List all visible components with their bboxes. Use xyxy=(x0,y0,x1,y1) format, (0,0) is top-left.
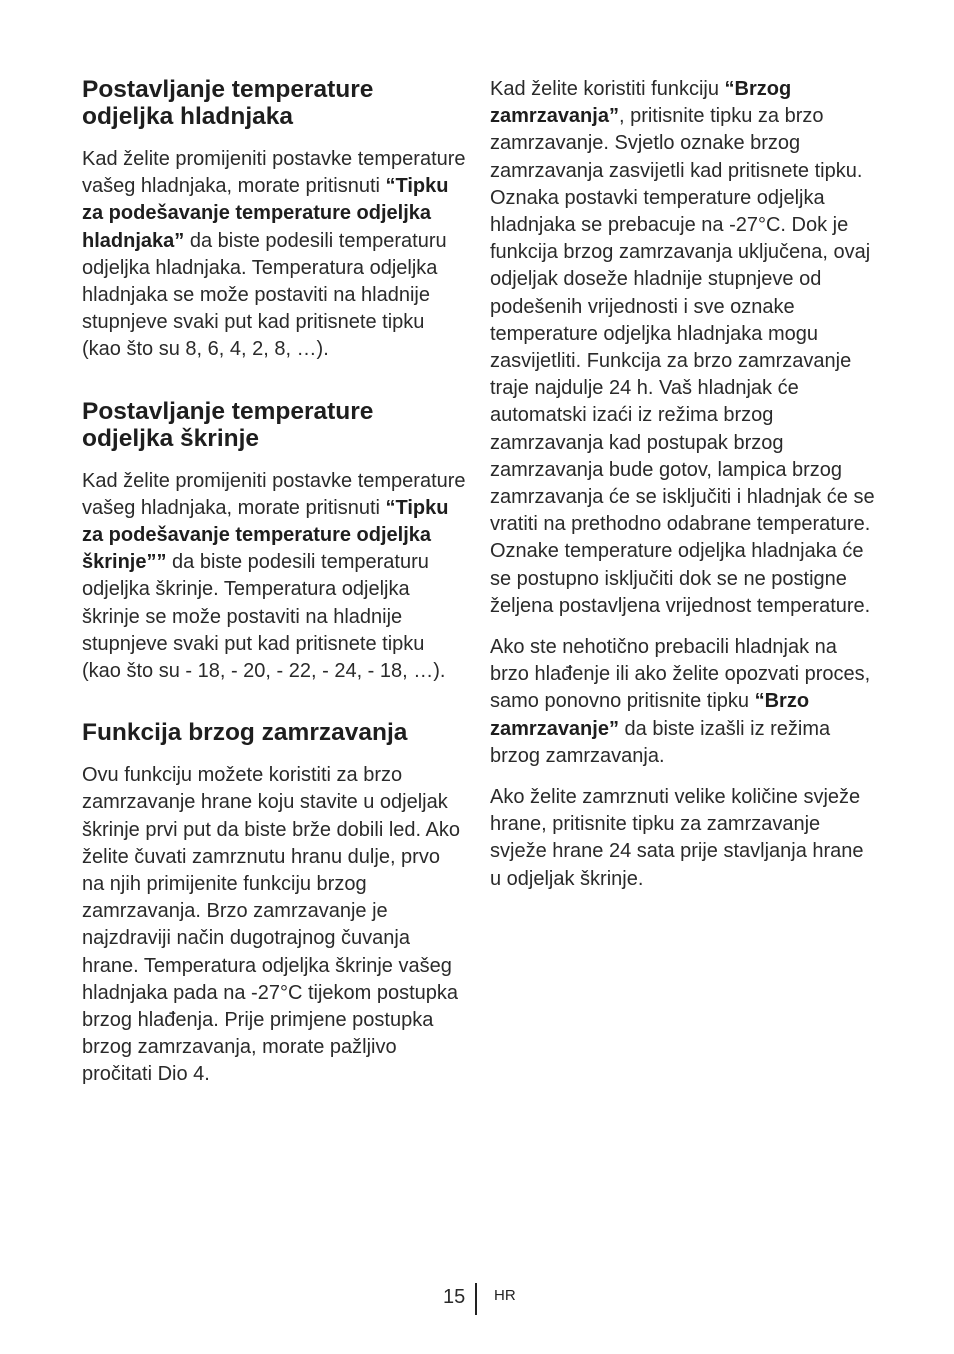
footer-divider xyxy=(475,1283,477,1315)
language-code: HR xyxy=(494,1287,516,1304)
text-run: Kad želite promijeniti postavke temperature vašeg hladnjaka, morate pritisnuti xyxy=(82,469,466,519)
section-fridge-temperature xyxy=(82,76,467,364)
text-run: Kad želite koristiti funkciju xyxy=(490,78,725,100)
bold-button-name: “Brzog zamrzavanja” xyxy=(490,78,792,128)
section-paragraph: Ovu funkciju možete koristiti za brzo zamrzavanje hrane koju stavite u odjeljak škrinje prvi put da biste brže dobili led. Ako želite čuvati zamrznutu hranu dulje, prvo na njih primijenite funkciju brzog zamrzavanja. Brzo zamrzavanje je najzdraviji način dugotrajnog čuvanja hrane. Temperatura odjeljka škrinje vašeg hladnjaka pada na -27°C tijekom postupka brzog hlađenja. Prije primjene postupka brzog zamrzavanja, morate pažljivo pročitati Dio 4. xyxy=(82,764,460,1086)
page-footer xyxy=(0,1283,954,1319)
text-run: , pritisnite tipku za brzo zamrzavanje. Svjetlo oznake brzog zamrzavanja zasvijetli kad pritisnete tipku. Oznaka postavki temperature odjeljka hladnjaka se prebacuje na -27°C. Dok je funkcija brzog zamrzavanja uključena, ovaj odjeljak doseže hladnije stupnjeve od podešenih vrijednosti i sve oznake temperature odjeljka hladnjaka mogu zasvijetliti. Funkcija za brzo zamrzavanje traje najdulje 24 h. Vaš hladnjak će automatski izaći iz režima brzog zamrzavanja kad postupak brzog zamrzavanja bude gotov, lampica brzog zamrzavanja će se isključiti i hladnjak će se vratiti na prethodno odabrane temperature. Oznake temperature odjeljka hladnjaka će se postupno isključiti dok se ne postigne željena postavljena vrijednost temperature. xyxy=(490,105,875,617)
text-run: da biste podesili temperaturu odjeljka hladnjaka. Temperatura odjeljka hladnjaka se može postaviti na hladnije stupnjeve svaki put kad pritisnete tipku (kao što su 8, 6, 4, 2, 8, …). xyxy=(82,229,447,361)
left-column xyxy=(82,76,467,1123)
section-freezer-temperature xyxy=(82,398,467,686)
section-heading: Funkcija brzog zamrzavanja xyxy=(82,719,408,747)
page-number: 15 xyxy=(443,1286,466,1308)
cancel-quick-freeze-paragraph xyxy=(490,634,878,770)
section-heading: Postavljanje temperature odjeljka hladnjaka xyxy=(82,76,374,130)
quick-freeze-usage-paragraph xyxy=(490,76,878,620)
bold-button-name: “Brzo zamrzavanje” xyxy=(490,690,810,740)
bold-button-name: “Tipku za podešavanje temperature odjeljka hladnjaka” xyxy=(82,175,449,252)
text-run: Ako ste nehotično prebacili hladnjak na brzo hlađenje ili ako želite opozvati proces, samo ponovno pritisnite tipku xyxy=(490,636,871,713)
text-run: Kad želite promijeniti postavke temperature vašeg hladnjaka, morate pritisnuti xyxy=(82,148,466,198)
section-quick-freeze xyxy=(82,719,467,1088)
section-heading: Postavljanje temperature odjeljka škrinje xyxy=(82,397,374,452)
section-paragraph xyxy=(82,468,467,686)
bold-button-name: “Tipku za podešavanje temperature odjeljka škrinje”” xyxy=(82,496,449,574)
large-quantity-paragraph: Ako želite zamrznuti velike količine svježe hrane, pritisnite tipku za zamrzavanje svježe hrane 24 sata prije stavljanja hrane u odjeljak škrinje. xyxy=(490,786,864,890)
right-column xyxy=(490,76,878,893)
text-run: da biste izašli iz režima brzog zamrzavanja. xyxy=(490,717,831,767)
section-paragraph xyxy=(82,146,467,364)
text-run: da biste podesili temperaturu odjeljka škrinje. Temperatura odjeljka škrinje se može postaviti na hladnije stupnjeve svaki put kad pritisnete tipku (kao što su - 18, - 20, - 22, - 24, - 18, …). xyxy=(82,551,446,683)
